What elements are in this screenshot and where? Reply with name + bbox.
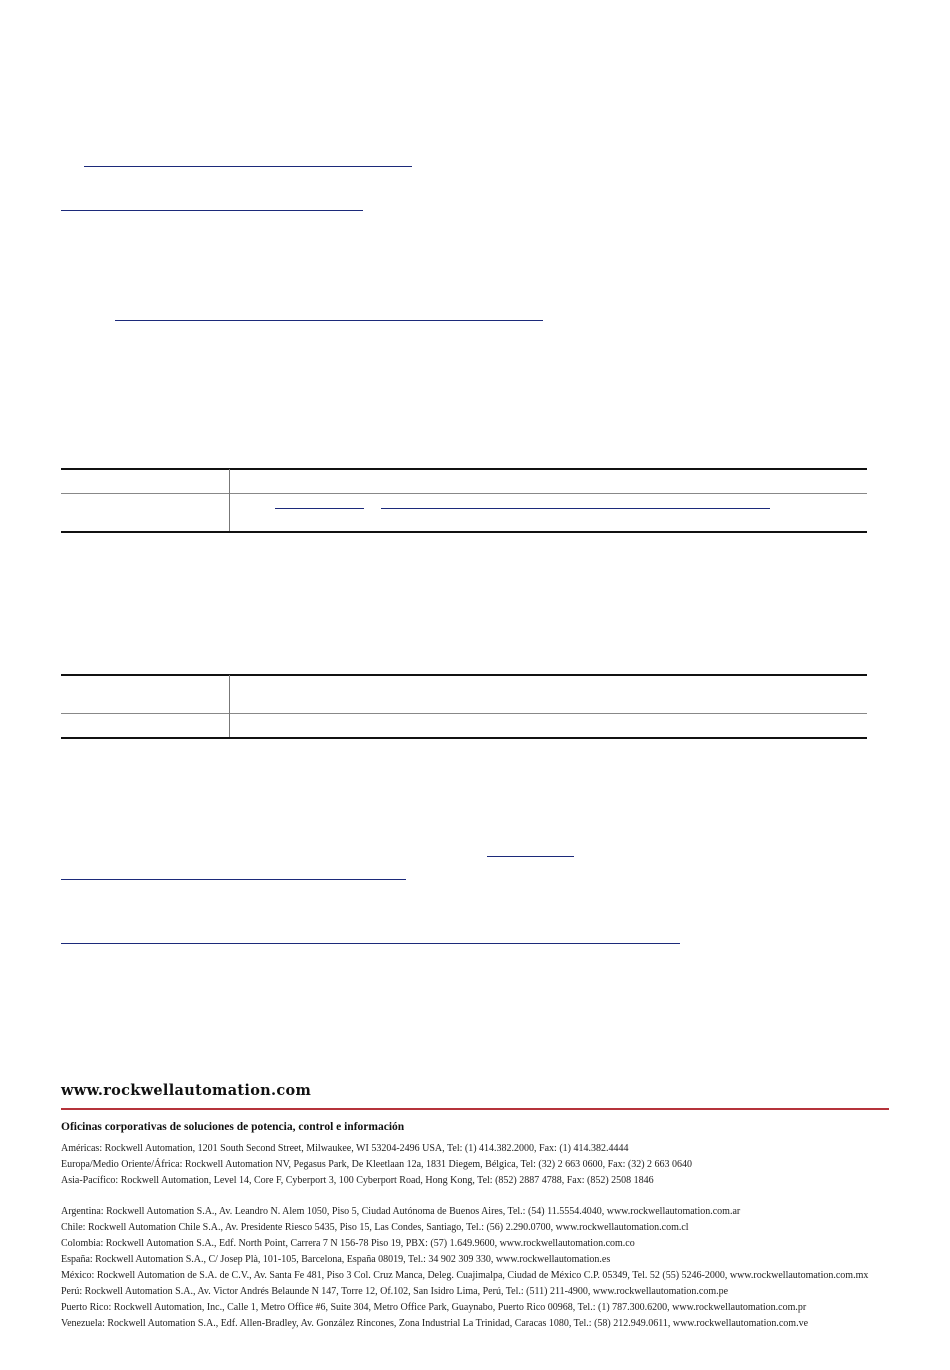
hyperlink-underline[interactable] bbox=[84, 166, 412, 167]
address-line-asia-pacific: Asia-Pacífico: Rockwell Automation, Level 14, Core F, Cyberport 3, 100 Cyberport Road, Hong Kong, Tel: (852) 2887 4788, Fax: (852) 2508 1846 bbox=[61, 1175, 654, 1186]
address-line-mexico: México: Rockwell Automation de S.A. de C.V., Av. Santa Fe 481, Piso 3 Col. Cruz Manca, Deleg. Cuajimalpa, Ciudad de México C.P. 05349, Tel. 52 (55) 5246-2000, www.rockwellautomation.com.mx bbox=[61, 1270, 869, 1281]
table-bottom-rule bbox=[61, 737, 867, 739]
address-line-espana: España: Rockwell Automation S.A., C/ Josep Plà, 101-105, Barcelona, España 08019, Tel.: 34 902 309 330, www.rockwellautomation.es bbox=[61, 1254, 611, 1265]
address-line-americas: Américas: Rockwell Automation, 1201 South Second Street, Milwaukee, WI 53204-2496 USA, Tel: (1) 414.382.2000, Fax: (1) 414.382.4444 bbox=[61, 1143, 629, 1154]
address-line-emea: Europa/Medio Oriente/África: Rockwell Automation NV, Pegasus Park, De Kleetlaan 12a, 1831 Diegem, Bélgica, Tel: (32) 2 663 0600, Fax: (32) 2 663 0640 bbox=[61, 1159, 693, 1170]
address-line-puerto-rico: Puerto Rico: Rockwell Automation, Inc., Calle 1, Metro Office #6, Suite 304, Metro Office Park, Guaynabo, Puerto Rico 00968, Tel.: (1) 787.300.6200, www.rockwellautomation.com.pr bbox=[61, 1302, 807, 1313]
address-line-venezuela: Venezuela: Rockwell Automation S.A., Edf. Allen-Bradley, Av. González Rincones, Zona Industrial La Trinidad, Caracas 1080, Tel.: (58) 212.949.0611, www.rockwellautomation.com.ve bbox=[61, 1318, 809, 1329]
footer-divider bbox=[61, 1108, 889, 1110]
table-column-divider bbox=[229, 469, 230, 531]
address-line-chile: Chile: Rockwell Automation Chile S.A., Av. Presidente Riesco 5435, Piso 15, Las Condes, Santiago, Tel.: (56) 2.290.0700, www.rockwellautomation.com.cl bbox=[61, 1222, 689, 1233]
table-top-rule bbox=[61, 468, 867, 470]
table-header-rule bbox=[61, 493, 867, 494]
hyperlink-underline[interactable] bbox=[61, 879, 406, 880]
website-url[interactable]: www.rockwellautomation.com bbox=[61, 1082, 312, 1099]
hyperlink-underline[interactable] bbox=[487, 856, 574, 857]
hyperlink-underline[interactable] bbox=[61, 210, 363, 211]
hyperlink-underline[interactable] bbox=[381, 508, 770, 509]
address-line-argentina: Argentina: Rockwell Automation S.A., Av. Leandro N. Alem 1050, Piso 5, Ciudad Autónoma de Buenos Aires, Tel.: (54) 11.5554.4040, www.rockwellautomation.com.ar bbox=[61, 1206, 741, 1217]
address-line-peru: Perú: Rockwell Automation S.A., Av. Victor Andrés Belaunde N 147, Torre 12, Of.102, San Isidro Lima, Perú, Tel.: (511) 211-4900, www.rockwellautomation.com.pe bbox=[61, 1286, 729, 1297]
table-top-rule bbox=[61, 674, 867, 676]
table-header-rule bbox=[61, 713, 867, 714]
table-bottom-rule bbox=[61, 531, 867, 533]
footer-heading: Oficinas corporativas de soluciones de potencia, control e información bbox=[61, 1121, 405, 1133]
hyperlink-underline[interactable] bbox=[115, 320, 543, 321]
address-line-colombia: Colombia: Rockwell Automation S.A., Edf. North Point, Carrera 7 N 156-78 Piso 19, PBX: (57) 1.649.9600, www.rockwellautomation.com.co bbox=[61, 1238, 635, 1249]
table-column-divider bbox=[229, 675, 230, 737]
hyperlink-underline[interactable] bbox=[61, 943, 680, 944]
hyperlink-underline[interactable] bbox=[275, 508, 364, 509]
